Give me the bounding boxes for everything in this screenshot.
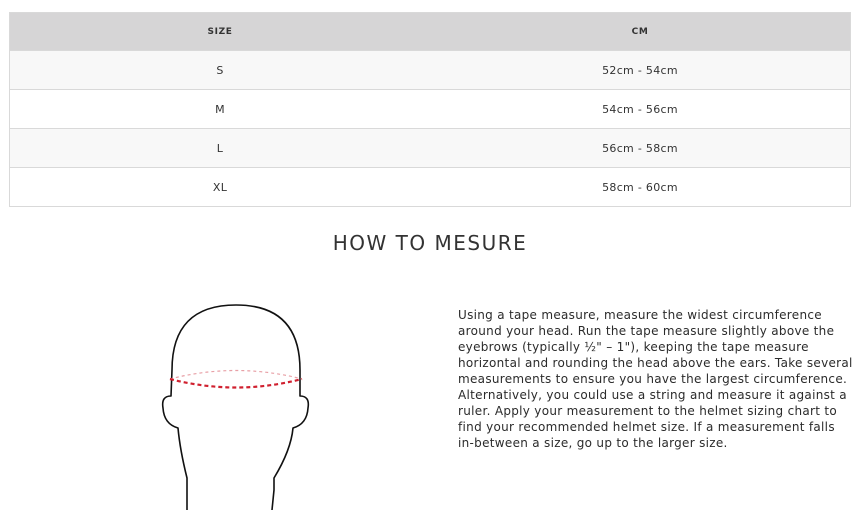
table-row [10,129,851,168]
size-cell: S [10,51,431,90]
cm-cell: 58cm - 60cm [430,168,851,207]
measurement-instructions: Using a tape measure, measure the widest circumference around your head. Run the tape measure slightly above the eyebrows (typically ½" – 1"), keeping the tape measure horizontal and rounding the head above the ears. Take several measurements to ensure you have the largest circumference. Alternatively, you could use a string and measure it against a ruler. Apply your measurement to the helmet sizing chart to find your recommended helmet size. If a measurement falls in-between a size, go up to the larger size. [458,308,853,450]
size-cell: M [10,90,431,129]
cm-column-header: CM [430,13,851,51]
size-cell: L [10,129,431,168]
table-row [10,168,851,207]
table-row [10,51,851,90]
table-row [10,90,851,129]
size-column-header: SIZE [10,13,431,51]
size-cell: XL [10,168,431,207]
cm-cell: 54cm - 56cm [430,90,851,129]
how-to-measure-title: HOW TO MESURE [332,231,528,255]
cm-cell: 52cm - 54cm [430,51,851,90]
table-header-row [10,13,851,51]
head-measurement-icon [150,300,320,514]
size-chart-table [9,12,851,207]
cm-cell: 56cm - 58cm [430,129,851,168]
